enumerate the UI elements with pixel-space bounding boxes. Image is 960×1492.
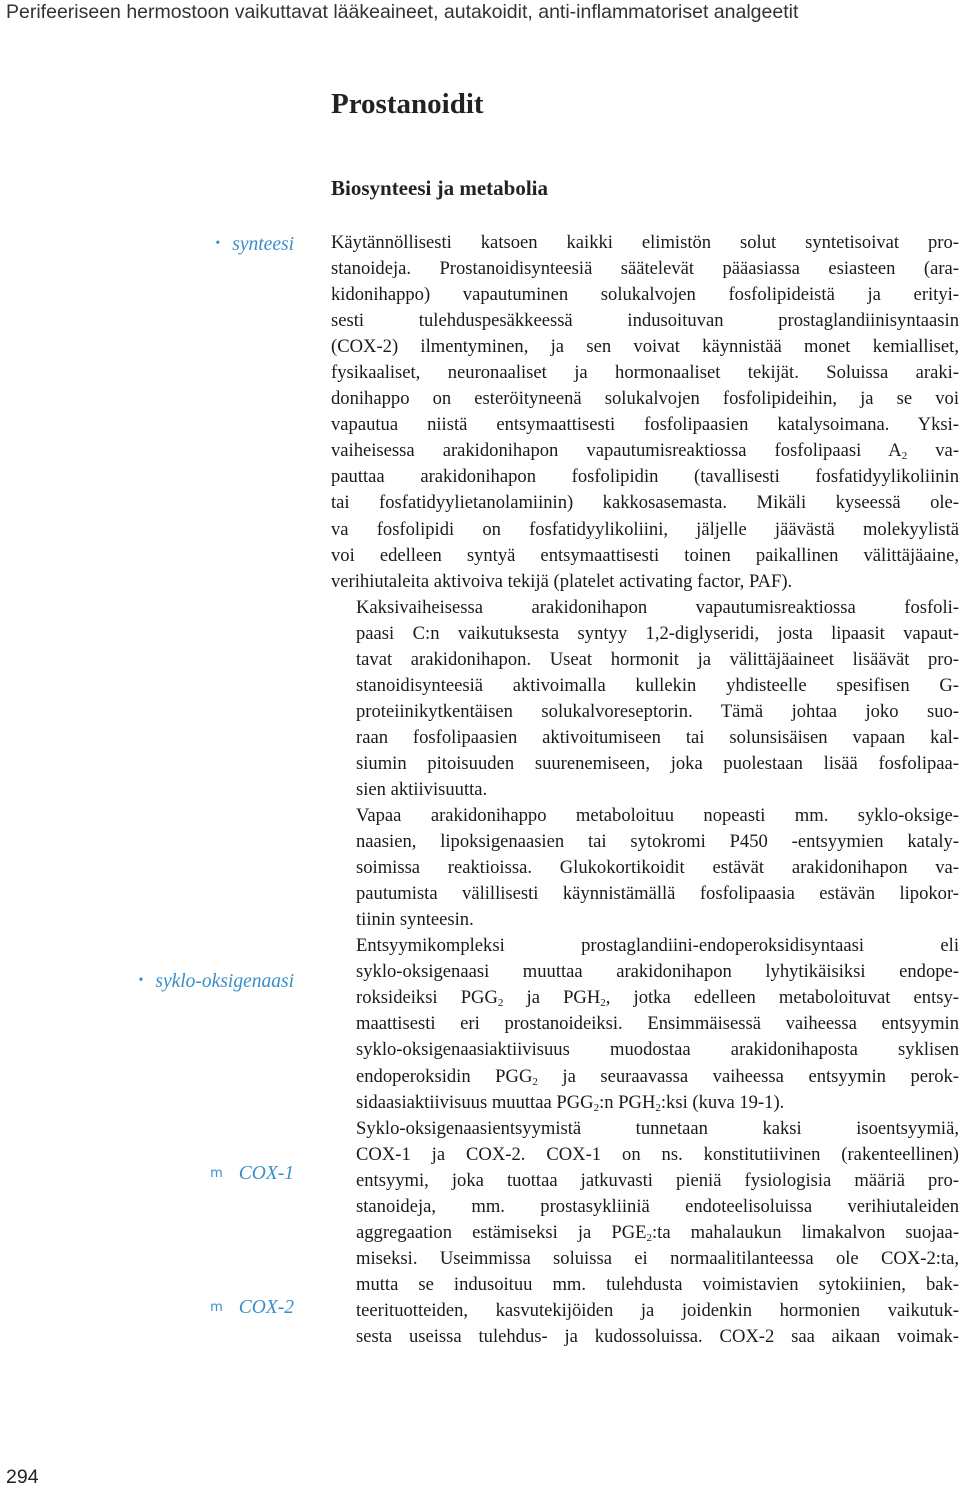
- paragraph-1: Käytännöllisesti katsoen kaikki elimistön solut syntetisoivat pro- stanoideja. Prostanoidisynteesiä säätelevät pääasiassa esiasteen (ara- kidonihappo) vapautuminen solukalvojen fosfolipideistä ja erityi- sesti tulehduspesäkkeessä indusoituvan prostaglandiinisyntaasin (COX-2) ilmentyminen, ja sen voivat käynnistää monet kemialliset, fysikaaliset, neuronaaliset ja hormonaaliset tekijät. Soluissa araki- donihappo on esteröityneenä solukalvojen fosfolipideihin, ja se voi vapautua niistä entsymaattisesti fosfolipaasien katalysoimana. Yksi- vaiheisessa arakidonihapon vapautumisreaktiossa fosfolipaasi $A_2$ va- pauttaa arakidonihapon fosfolipidin (tavallisesti fosfatidyylikoliinin tai fosfatidyylietanolamiinin) kakkosasemasta. Mikäli kyseessä ole- va fosfolipidi on fosfatidyylikoliini, jäljelle jäävästä molekyylistä voi edelleen syntyä entsymaattisesti toinen paikallinen välittäjäaine, verihiutaleita aktivoiva tekijä (platelet activating factor, PAF).: [331, 232, 960, 592]
- paragraph-4: Entsyymikompleksi prostaglandiini-endoperoksidisyntaasi eli syklo-oksigenaasi muuttaa arakidonihapon lyhytikäisiksi endope- roksideiksi $PGG_2$ ja $PGH_2$, jotka edelleen metaboloituvat entsy- maattisesti eri prostanoideiksi. Ensimmäisessä vaiheessa entsyymin syklo-oksigenaasiaktiivisuus muodostaa arakidonihaposta syklisen endoperoksidin $PGG_2$ ja seuraavassa vaiheessa entsyymin perok- sidaasiaktiivisuus muuttaa $PGG_2:n$ $PGH_2:ksi$ (kuva 19-1).: [356, 935, 959, 1114]
- margin-note-synteesi: • synteesi: [215, 234, 294, 255]
- sub-bullet-icon: m: [210, 1166, 223, 1181]
- section-subtitle: Biosynteesi ja metabolia: [331, 176, 548, 200]
- body-text: [331, 230, 959, 1350]
- page-number: 294: [6, 1466, 39, 1488]
- paragraph-5: Syklo-oksigenaasientsyymistä tunnetaan kaksi isoentsyymiä, COX-1 ja COX-2. COX-1 on ns. konstitutiivinen (rakenteellinen) entsyymi, joka tuottaa jatkuvasti pieniä fysiologisia määriä pro- stanoideja, mm. prostasykliiniä endoteelisoluissa verihiutaleiden aggregaation estämiseksi ja $PGE_2:ta$ mahalaukun limakalvon suojaa- miseksi. Useimmissa soluissa ei normaalitilanteessa ole COX-2:ta, mutta se indusoituu mm. tulehdusta voimistavien sytokiinien, bak- teerituotteiden, kasvutekijöiden ja joidenkin hormonien vaikutuk- sesta useissa tulehdus- ja kudossoluissa. COX-2 saa aikaan voimak-: [356, 1117, 960, 1347]
- bullet-icon: •: [215, 236, 221, 251]
- sub-bullet-icon: m: [210, 1300, 223, 1315]
- section-title: Prostanoidit: [331, 88, 484, 120]
- paragraph-3: Vapaa arakidonihappo metaboloituu nopeasti mm. syklo-oksige- naasien, lipoksigenaasien tai sytokromi P450 -entsyymien kataly- soimissa reaktioissa. Glukokortikoidit estävät arakidonihapon va- pautumista välillisesti käynnistämällä fosfolipaasia estävän lipokor- tiinin synteesin.: [356, 805, 959, 931]
- margin-note-cox-1: m COX-1: [210, 1163, 294, 1184]
- running-head: Perifeeriseen hermostoon vaikuttavat lääkeaineet, autakoidit, anti-inflammatoriset analgeetit: [6, 1, 799, 23]
- bullet-icon: •: [138, 973, 144, 988]
- paragraph-2: Kaksivaiheisessa arakidonihapon vapautumisreaktiossa fosfoli- paasi C:n vaikutuksesta syntyy 1,2-diglyseridi, josta lipaasit vapaut- tavat arakidonihapon. Useat hormonit ja välittäjäaineet lisäävät pro- stanoidisynteesiä aktivoimalla kullekin yhdisteelle spesifisen G- proteiinikytkentäisen solukalvoreseptorin. Tämä johtaa joko suo- raan fosfolipaasien aktivoitumiseen tai solunsisäisen vapaan kal- siumin pitoisuuden suurenemiseen, joka puolestaan lisää fosfolipaa- sien aktiivisuutta.: [356, 596, 959, 800]
- margin-note-cox-2: m COX-2: [210, 1297, 294, 1318]
- margin-note-syklo-oksigenaasi: • syklo-oksigenaasi: [138, 971, 294, 992]
